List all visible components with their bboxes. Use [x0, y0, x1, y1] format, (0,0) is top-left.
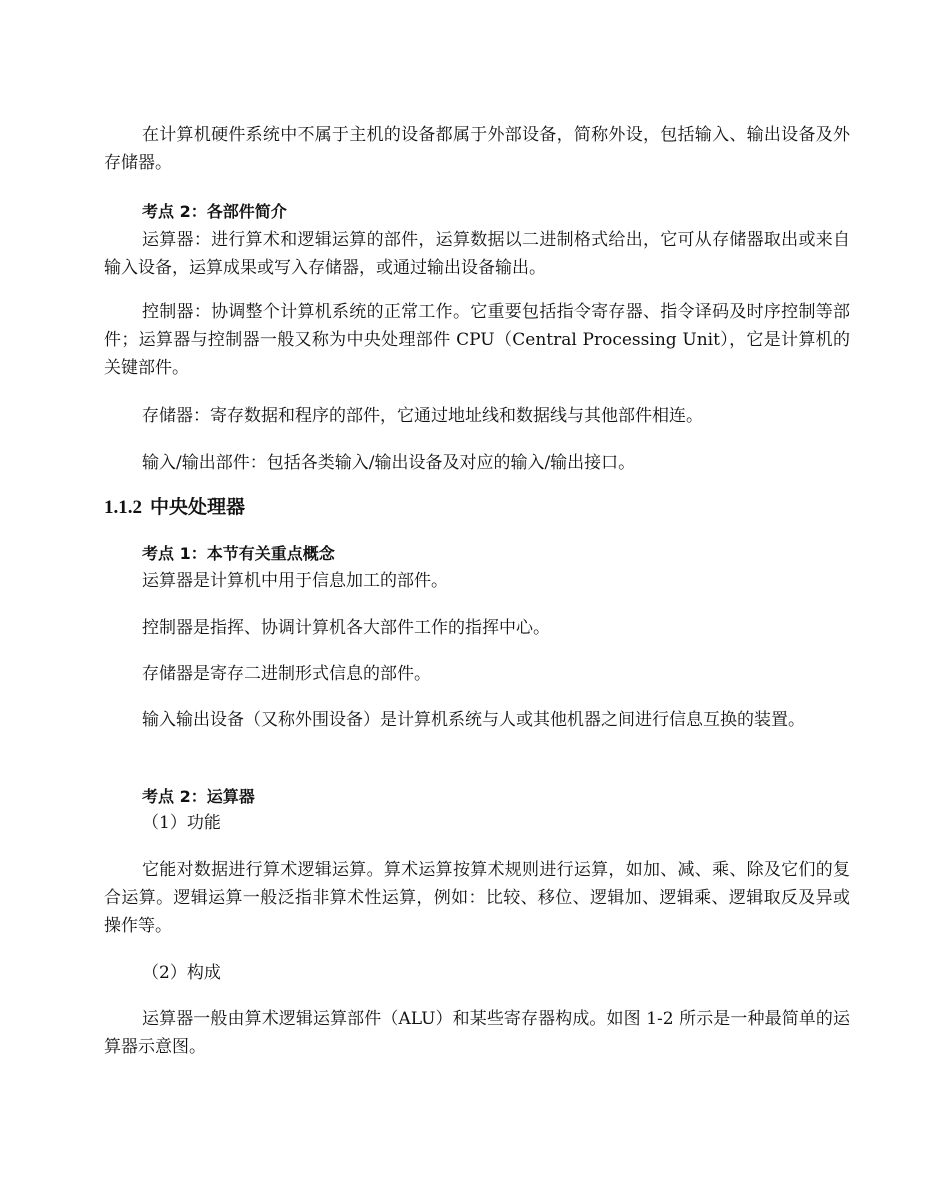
paragraph-io: 输入/输出部件：包括各类输入/输出设备及对应的输入/输出接口。: [142, 453, 636, 473]
key-point-heading: 考点 2：各部件简介: [142, 202, 287, 221]
paragraph-controller-def: 控制器是指挥、协调计算机各大部件工作的指挥中心。: [142, 618, 550, 638]
paragraph-memory: 存储器：寄存数据和程序的部件，它通过地址线和数据线与其他部件相连。: [142, 406, 703, 426]
paragraph-memory-def: 存储器是寄存二进制形式信息的部件。: [142, 664, 431, 684]
paragraph-io-def: 输入输出设备（又称外围设备）是计算机系统与人或其他机器之间进行信息互换的装置。: [142, 710, 805, 730]
section-number: 1.1.2: [104, 497, 142, 518]
paragraph-structure: 运算器一般由算术逻辑运算部件（ALU）和某些寄存器构成。如图 1-2 所示是一种最简单的运算器示意图。: [104, 1009, 850, 1057]
paragraph-external-devices: 在计算机硬件系统中不属于主机的设备都属于外部设备，简称外设，包括输入、输出设备及外存储器。: [104, 125, 850, 173]
key-point-heading: 考点 2：运算器: [142, 787, 255, 806]
paragraph-function: 它能对数据进行算术逻辑运算。算术运算按算术规则进行运算，如加、减、乘、除及它们的复合运算。逻辑运算一般泛指非算术性运算，例如：比较、移位、逻辑加、逻辑乘、逻辑取反及异或操作等。: [104, 860, 850, 936]
section-heading: [104, 493, 850, 522]
list-item-structure: （2）构成: [142, 963, 221, 983]
key-point-heading: 考点 1：本节有关重点概念: [142, 544, 335, 563]
paragraph-alu-def: 运算器是计算机中用于信息加工的部件。: [142, 571, 448, 591]
paragraph-alu: 运算器：进行算术和逻辑运算的部件，运算数据以二进制格式给出，它可从存储器取出或来自输入设备，运算成果或写入存储器，或通过输出设备输出。: [104, 230, 850, 278]
list-item-function: （1）功能: [142, 813, 221, 833]
section-title: 中央处理器: [150, 496, 246, 518]
paragraph-controller: 控制器：协调整个计算机系统的正常工作。它重要包括指令寄存器、指令译码及时序控制等部件；运算器与控制器一般又称为中央处理部件 CPU（Central Processing Unit），它是计算机的关键部件。: [104, 302, 850, 378]
